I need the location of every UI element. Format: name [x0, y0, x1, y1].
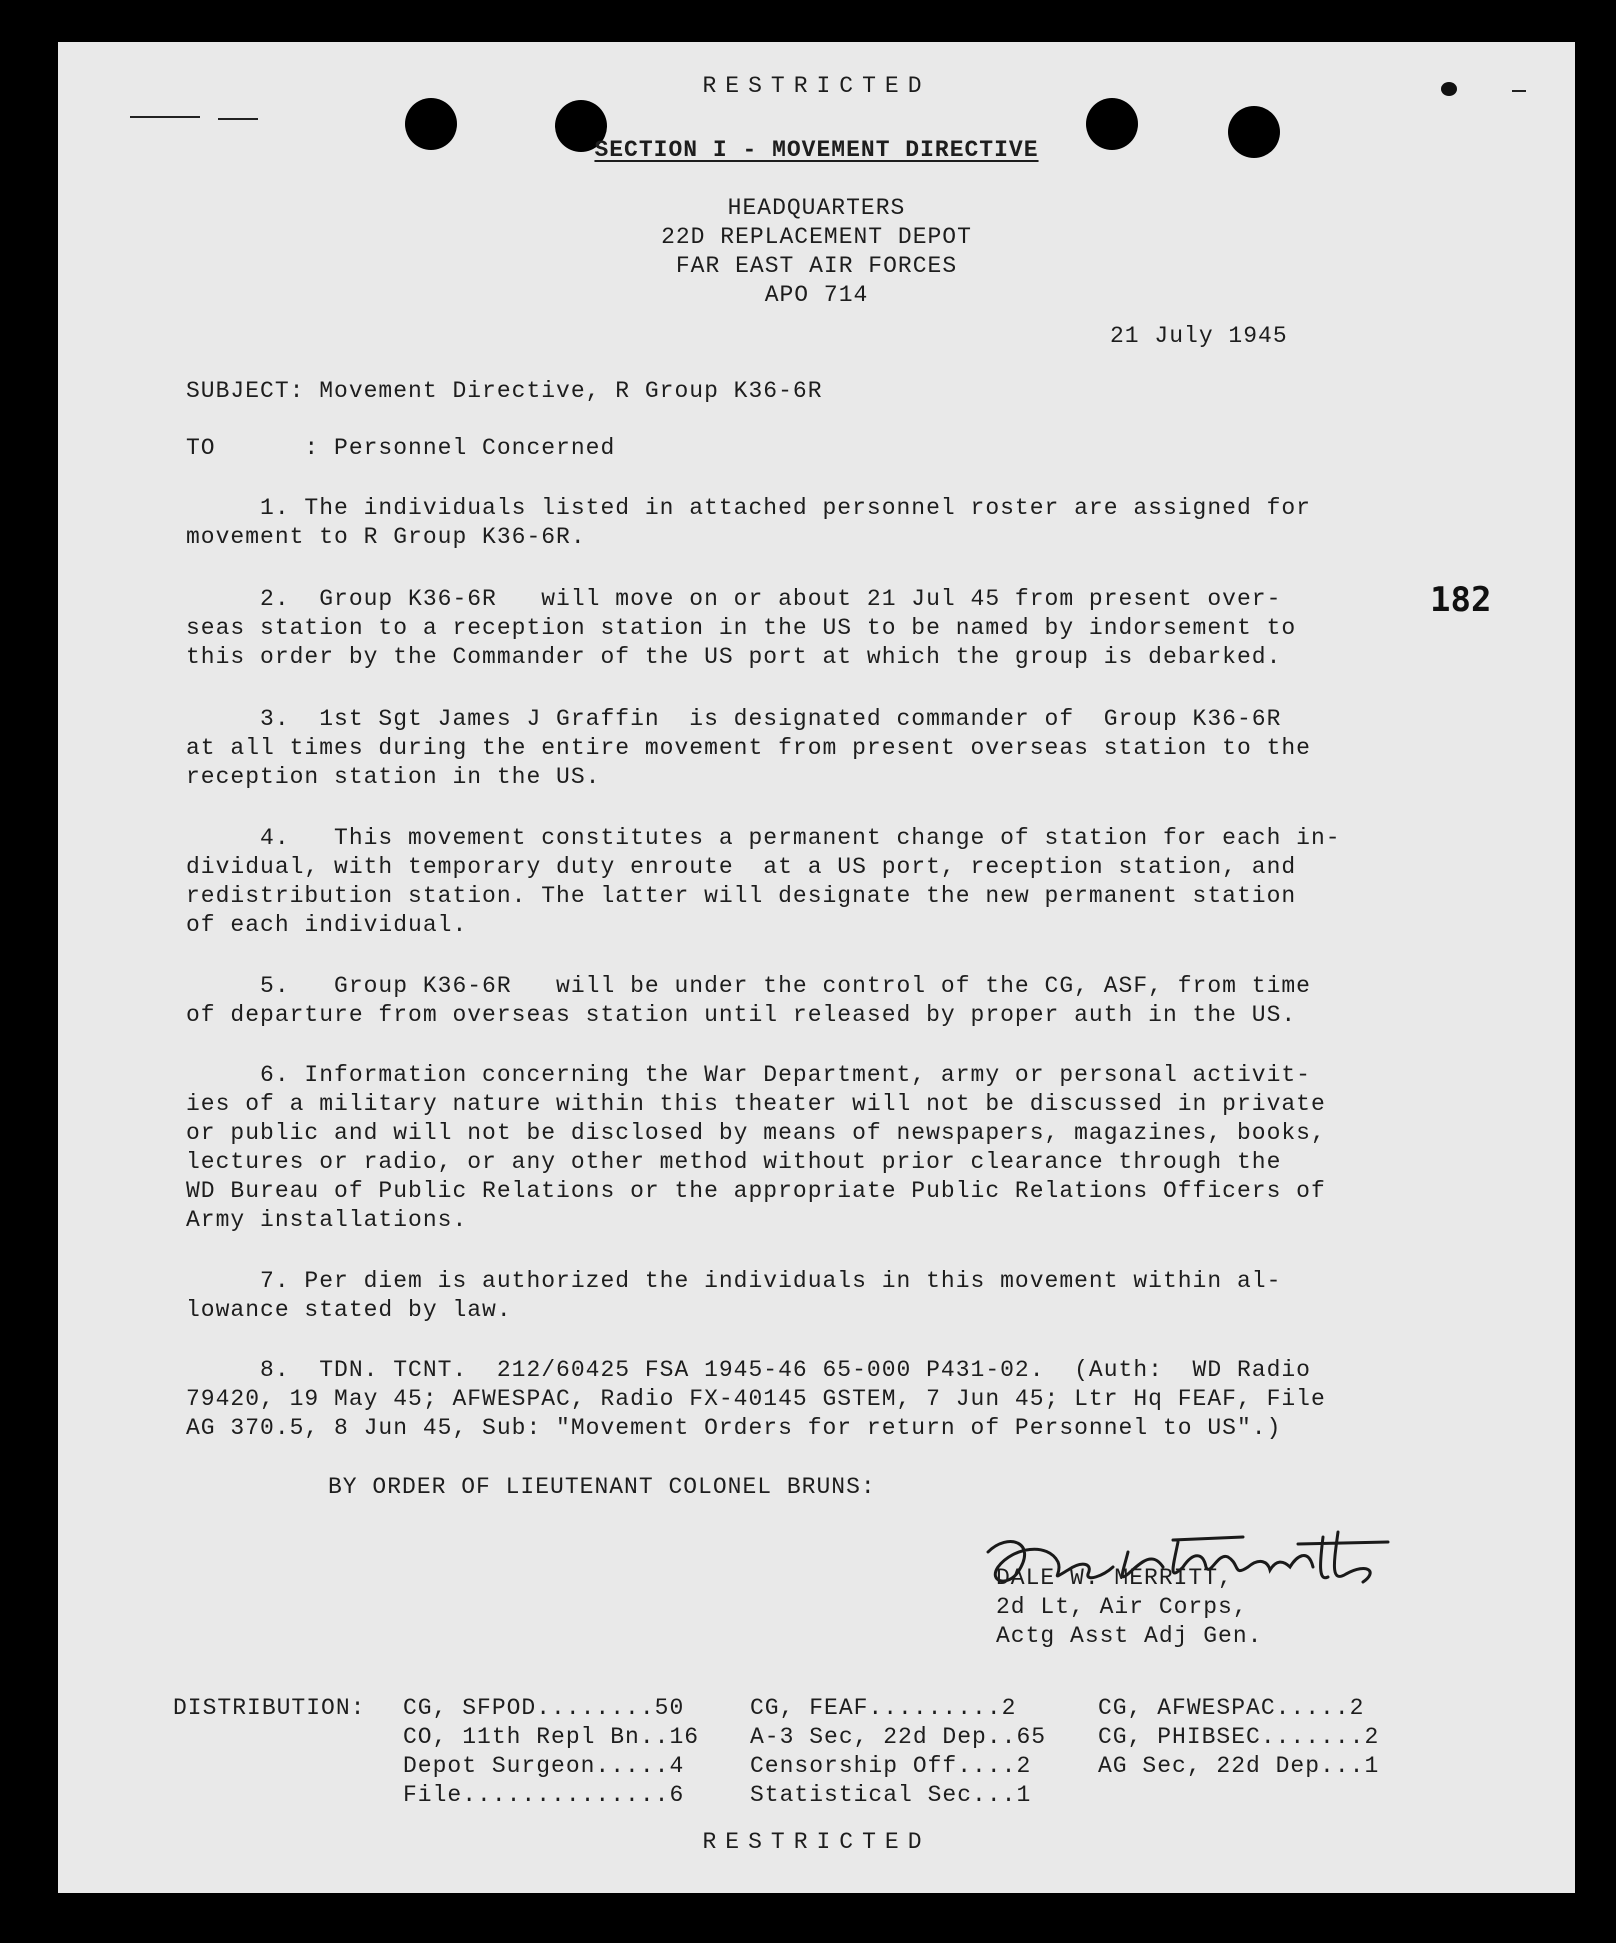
distribution-entry: Depot Surgeon.....4: [403, 1753, 685, 1779]
section-title: SECTION I - MOVEMENT DIRECTIVE: [594, 137, 1039, 163]
document-date: 21 July 1945: [1110, 323, 1288, 349]
distribution-entry: Statistical Sec...1: [750, 1782, 1032, 1808]
paragraph-3-line: reception station in the US.: [186, 764, 601, 790]
distribution-entry: AG Sec, 22d Dep...1: [1098, 1753, 1380, 1779]
paragraph-6-line: or public and will not be disclosed by means of newspapers, magazines, books,: [186, 1120, 1326, 1146]
document-sheet: [58, 42, 1575, 1893]
distribution-entry: File..............6: [403, 1782, 685, 1808]
distribution-entry: Censorship Off....2: [750, 1753, 1032, 1779]
org-line: FAR EAST AIR FORCES: [675, 253, 958, 279]
subject-line: SUBJECT: Movement Directive, R Group K36-6R: [186, 378, 823, 404]
order-line: BY ORDER OF LIEUTENANT COLONEL BRUNS:: [328, 1474, 876, 1500]
paragraph-1-line: movement to R Group K36-6R.: [186, 524, 586, 550]
paragraph-5-line: 5. Group K36-6R will be under the control of the CG, ASF, from time: [186, 973, 1311, 999]
distribution-entry: CG, PHIBSEC.......2: [1098, 1724, 1380, 1750]
org-line: 22D REPLACEMENT DEPOT: [661, 224, 972, 250]
paragraph-4-line: of each individual.: [186, 912, 468, 938]
paragraph-3-line: 3. 1st Sgt James J Graffin is designated commander of Group K36-6R: [186, 706, 1282, 732]
paragraph-1-line: 1. The individuals listed in attached personnel roster are assigned for: [186, 495, 1311, 521]
paragraph-5-line: of departure from overseas station until released by proper auth in the US.: [186, 1002, 1297, 1028]
paragraph-8-line: 8. TDN. TCNT. 212/60425 FSA 1945-46 65-000 P431-02. (Auth: WD Radio: [186, 1357, 1311, 1383]
paragraph-2-line: 2. Group K36-6R will move on or about 21 Jul 45 from present over-: [186, 586, 1282, 612]
page-stamp: 182: [1430, 580, 1492, 620]
paragraph-6-line: Army installations.: [186, 1207, 468, 1233]
to-line: TO : Personnel Concerned: [186, 435, 616, 461]
paragraph-6-line: lectures or radio, or any other method without prior clearance through the: [186, 1149, 1282, 1175]
distribution-entry: CO, 11th Repl Bn..16: [403, 1724, 700, 1750]
paragraph-6-line: WD Bureau of Public Relations or the appropriate Public Relations Officers of: [186, 1178, 1326, 1204]
paragraph-8-line: AG 370.5, 8 Jun 45, Sub: "Movement Orders for return of Personnel to US".): [186, 1415, 1282, 1441]
signature-block-line: Actg Asst Adj Gen.: [996, 1623, 1263, 1649]
classification-bottom: RESTRICTED: [702, 1829, 931, 1855]
stray-mark: [130, 116, 200, 118]
paragraph-6-line: 6. Information concerning the War Department, army or personal activit-: [186, 1062, 1311, 1088]
distribution-entry: A-3 Sec, 22d Dep..65: [750, 1724, 1047, 1750]
paragraph-7-line: 7. Per diem is authorized the individuals in this movement within al-: [186, 1268, 1282, 1294]
org-line: APO 714: [764, 282, 869, 308]
paragraph-8-line: 79420, 19 May 45; AFWESPAC, Radio FX-40145 GSTEM, 7 Jun 45; Ltr Hq FEAF, File: [186, 1386, 1326, 1412]
paragraph-6-line: ies of a military nature within this theater will not be discussed in private: [186, 1091, 1326, 1117]
paragraph-4-line: 4. This movement constitutes a permanent change of station for each in-: [186, 825, 1341, 851]
paragraph-2-line: this order by the Commander of the US port at which the group is debarked.: [186, 644, 1282, 670]
stray-mark: [218, 118, 258, 120]
classification-top: RESTRICTED: [702, 73, 931, 99]
org-line: HEADQUARTERS: [727, 195, 906, 221]
distribution-label: DISTRIBUTION:: [173, 1695, 366, 1721]
paragraph-4-line: redistribution station. The latter will designate the new permanent station: [186, 883, 1297, 909]
paragraph-2-line: seas station to a reception station in the US to be named by indorsement to: [186, 615, 1297, 641]
signature-block-line: 2d Lt, Air Corps,: [996, 1594, 1248, 1620]
distribution-entry: CG, AFWESPAC.....2: [1098, 1695, 1365, 1721]
paragraph-7-line: lowance stated by law.: [186, 1297, 512, 1323]
paragraph-3-line: at all times during the entire movement from present overseas station to the: [186, 735, 1311, 761]
distribution-entry: CG, SFPOD........50: [403, 1695, 685, 1721]
distribution-entry: CG, FEAF.........2: [750, 1695, 1017, 1721]
paragraph-4-line: dividual, with temporary duty enroute at a US port, reception station, and: [186, 854, 1297, 880]
signature-block-line: DALE W. MERRITT,: [996, 1565, 1233, 1591]
